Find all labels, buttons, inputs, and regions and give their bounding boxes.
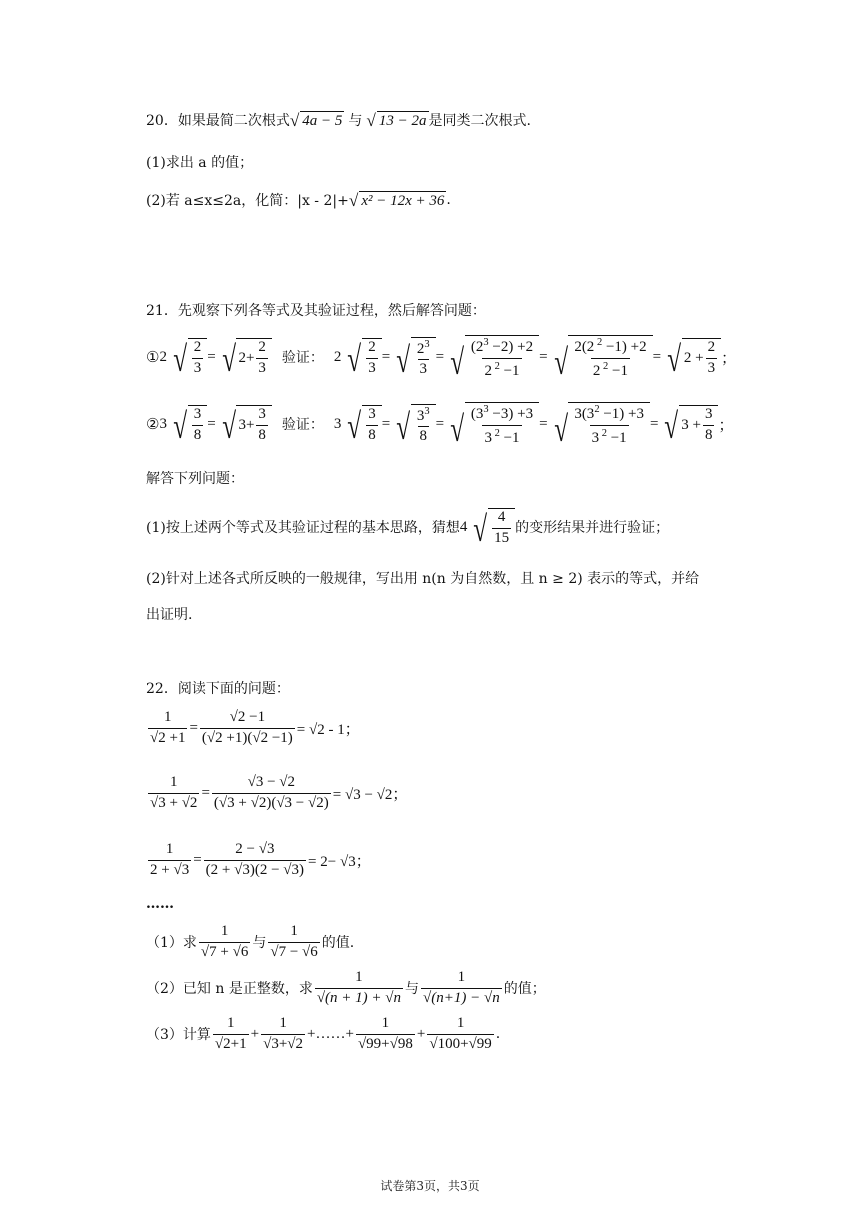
verify-label-1: 验证：: [281, 351, 324, 367]
q21-part2-line1: (2)针对上述各式所反映的一般规律，写出用 n(n 为自然数，且 n ≥ 2) 表示的等式，并给: [146, 571, 700, 587]
q20-part1: (1)求出 a 的值；: [146, 155, 254, 171]
q22-example-2: $\frac{1}{√3 + √2}$ = $\frac{√3 - √2}{(√3 + √2)(√3 - √2)}$ = √3 − √2；: [150, 774, 408, 811]
q22-example-1: $\frac{1}{√2 +1}$ = $\frac{√2 -1}{(√2 +1)(√2 -1)}$ = √2 - 1；: [150, 709, 360, 746]
q21-title: 21．先观察下列各等式及其验证过程，然后解答问题：: [146, 303, 486, 319]
q22-part1: （1）求 $\frac{1}{√7 + √6}$ 与 $\frac{1}{√7 - √6}$ 的值.: [146, 923, 355, 960]
q21-solve-label: 解答下列问题：: [146, 471, 244, 487]
q22-ellipsis: ……: [146, 896, 174, 912]
q21-equation-2: ② 3 √ $\frac{3}{8}$ = √ 3+ $\frac{3}{8}$ 验证： 3 √ $\frac{3}{8}$ = √ $\frac{3^3}{8}$ = √ $\frac{(3^3 -3) +3}{3 ^2 -1}$ = √ $\frac{3(3^2 -1) +3}{3 ^2 -1}$ = √ 3 + $\frac{3}{8}$ ；: [146, 404, 734, 449]
radical-4-15: √ $\frac{4}{15}$: [467, 508, 515, 547]
q20-connector: 与: [348, 113, 363, 129]
q22-title: 22．阅读下面的问题：: [146, 681, 290, 697]
q20-title-text: 20．如果最简二次根式: [146, 113, 290, 129]
q22-part2: （2）已知 n 是正整数，求 $\frac{1}{√(n + 1) + √n}$ 与 $\frac{1}{√(n+1) - √n}$ 的值；: [146, 969, 546, 1006]
page-footer: 试卷第3页，共3页: [380, 1179, 480, 1193]
q20-part2: (2)若 a≤x≤2a，化简：|x - 2|+ √ x² − 12x + 36 .: [146, 191, 451, 211]
verify-label-2: 验证：: [281, 418, 324, 434]
q21-part2-line2: 出证明.: [146, 607, 193, 623]
q22-part3: （3）计算 $\frac{1}{√2+1}$ + $\frac{1}{√3+√2}$ +……+ $\frac{1}{√99+√98}$ + $\frac{1}{√100+√99}$ .: [146, 1015, 501, 1052]
q20-title-end: 是同类二次根式.: [428, 113, 531, 129]
radical-quadratic: √ x² − 12x + 36: [348, 191, 445, 211]
q22-example-3: $\frac{1}{2 + √3}$ = $\frac{2 - √3}{(2 + √3)(2 - √3)}$ = 2− √3；: [150, 841, 371, 878]
radical-4a-5: √ 4a − 5: [289, 111, 343, 131]
q21-part1: (1)按上述两个等式及其验证过程的基本思路，猜想 4 √ $\frac{4}{15}$ 的变形结果并进行验证；: [146, 508, 670, 549]
q21-equation-1: ① 2 √ $\frac{2}{3}$ = √ 2+ $\frac{2}{3}$ 验证： 2 √ $\frac{2}{3}$ = √ $\frac{2^3}{3}$ = √ $\frac{(2^3 -2) +2}{2 ^2 -1}$ = √ $\frac{2(2 ^2 -1) +2}{2 ^2 -1}$ = √ 2 + $\frac{2}{3}$ ；: [146, 337, 737, 382]
radical-13-2a: √ 13 − 2a: [366, 111, 427, 131]
q20-title: [146, 110, 531, 130]
